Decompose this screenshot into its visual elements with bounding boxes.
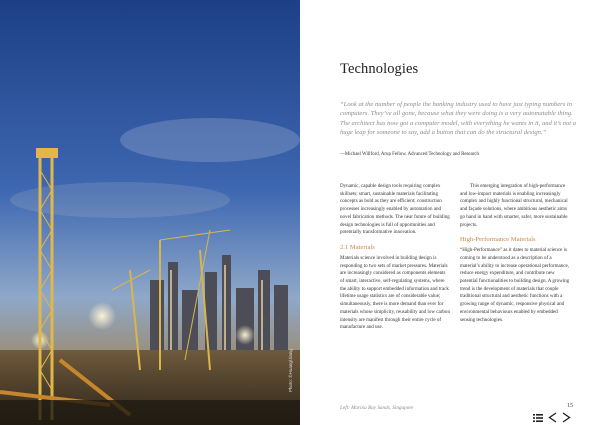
page-title: Technologies: [340, 61, 419, 77]
chevron-right-icon[interactable]: [562, 412, 571, 423]
left-column: [340, 183, 450, 332]
menu-icon[interactable]: [533, 414, 543, 422]
materials-heading: 2.1 Materials: [340, 243, 375, 251]
left-intro-paragraph: Dynamic, capable design tools requiring complex skillsets; smart, sustainable materials facilitating concepts as bold as they are efficient; construction processes increasingly enabled by automation and novel fabrication methods. The near future of building design technologies is full of opportunities and potentially transformative innovation.: [340, 183, 450, 236]
high-performance-heading: High-Performance Materials: [460, 236, 536, 244]
materials-paragraph: Materials science involved in building design is responding to two sets of market pressures. Materials are increasingly considered as components elements of smart, interactive, self-regulating systems, where the ability to support embedded information and track lifetime usage statistics are of considerable value; simultaneously, there is more demand than ever for materials whose simplicity, reusability and low carbon intensity are manifest through their entire cycle of manufacture and use.: [340, 254, 450, 331]
high-performance-paragraph: “High-Performance” as it dates to material science is coming to be understood as a description of a material’s ability to increase operational performance, reduce energy expenditure, and contribute new potential functionalities to building design. A growing trend is the development of materials that couple traditional structural and aesthetic functions with a growing range of dynamic, responsive physical and environmental behaviours enabled by embedded sensing technologies.: [460, 247, 570, 323]
page-number: 15: [567, 403, 573, 409]
page-navigation: [533, 412, 571, 423]
text-page: [300, 0, 600, 425]
photo-caption: Left: Marina Bay Sands, Singapore: [340, 405, 414, 411]
right-intro-paragraph: This emerging integration of high-performance and low-impact materials is enabling increasingly complex and highly functional structural, mechanical and façade solutions, where ambitious aesthetic aims go hand in hand with smarter, safer, more sustainable projects.: [460, 183, 568, 228]
photo-credit: Photo: ©Huang/Jiang: [288, 349, 293, 392]
pull-quote: “Look at the number of people the banking industry used to have just typing numbers in computers. They’ve all gone, because what they were doing is a very automatable thing. The architect has now got a computer model, with everything he wants in it, and it’s not a huge leap for someone to say, add a button that can do the structural design.”: [340, 101, 577, 137]
right-column: [460, 183, 570, 324]
chevron-left-icon[interactable]: [548, 412, 557, 423]
quote-attribution: —Michael Willford, Arup Fellow, Advanced Technology and Research: [340, 152, 479, 157]
